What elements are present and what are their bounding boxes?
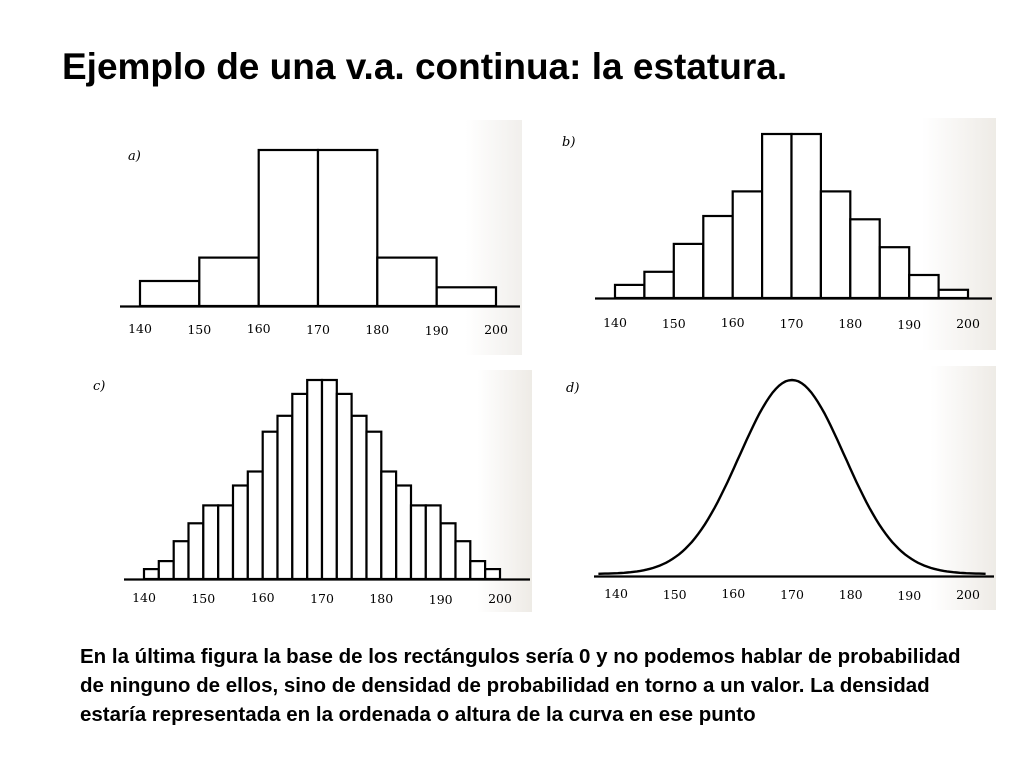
x-tick-label-d-160: 160 [721,586,746,601]
histogram-a-bar-2 [259,150,318,306]
histogram-panel-b [560,118,996,350]
x-tick-label-d-200: 200 [956,587,980,602]
histogram-c-bar-0 [144,569,159,579]
x-tick-label-a-140: 140 [128,321,152,336]
density-curve [598,380,985,574]
histogram-c-bar-21 [456,541,471,579]
histogram-c-bar-13 [337,394,352,579]
histogram-c-bar-22 [470,561,485,579]
histogram-c-bar-6 [233,486,248,580]
x-tick-label-a-200: 200 [484,322,508,337]
x-tick-label-a-160: 160 [246,321,271,336]
histogram-c-bar-4 [203,505,218,579]
x-tick-label-b-150: 150 [661,316,686,331]
histogram-b-bar-6 [792,134,821,298]
histogram-b-bar-4 [733,191,762,298]
x-tick-label-b-180: 180 [838,316,863,331]
x-tick-label-c-170: 170 [310,591,334,606]
histogram-c-bar-23 [485,569,500,579]
x-tick-label-b-190: 190 [897,317,922,332]
x-tick-label-b-200: 200 [956,316,980,331]
histogram-b-bar-1 [644,272,673,298]
x-tick-label-a-150: 150 [187,322,212,337]
histogram-c-bar-10 [292,394,307,579]
histogram-a-bar-3 [318,150,377,306]
histogram-c-bar-1 [159,561,174,579]
histogram-c-bar-7 [248,472,263,580]
histogram-a-svg [118,120,522,355]
panel-label-c: c) [93,379,106,394]
x-tick-label-c-180: 180 [369,591,394,606]
x-tick-label-a-180: 180 [365,322,390,337]
slide-title: Ejemplo de una v.a. continua: la estatura. [62,46,788,87]
histogram-a-bar-1 [199,258,258,306]
histogram-c-bar-14 [352,416,367,579]
x-tick-label-d-180: 180 [838,587,863,602]
x-tick-label-c-140: 140 [132,590,156,605]
x-tick-label-c-160: 160 [250,590,275,605]
histogram-a-bar-5 [437,287,496,306]
histogram-b-bar-10 [909,275,938,298]
histogram-b-bar-2 [674,244,703,298]
x-tick-label-c-200: 200 [488,591,512,606]
x-tick-label-a-190: 190 [424,323,449,338]
histogram-a-bar-4 [377,258,436,306]
histogram-c-bar-3 [189,523,204,579]
histogram-c-bar-15 [367,432,382,579]
histogram-b-bar-3 [703,216,732,298]
x-tick-label-d-150: 150 [662,587,687,602]
histogram-c-bar-8 [263,432,278,579]
density-panel-d [560,366,996,610]
x-tick-label-b-140: 140 [603,315,627,330]
histogram-b-bar-5 [762,134,791,298]
x-tick-label-d-190: 190 [897,588,922,603]
density-d-svg [560,366,996,610]
histogram-b-svg [560,118,996,350]
histogram-b-bar-7 [821,191,850,298]
histogram-c-bar-5 [218,505,233,579]
x-tick-label-d-140: 140 [604,586,628,601]
histogram-b-bar-8 [850,219,879,298]
histogram-b-bar-0 [615,285,644,298]
histogram-c-bar-20 [441,523,456,579]
x-tick-label-b-170: 170 [779,316,804,331]
histogram-b-bar-9 [880,247,909,298]
x-tick-label-c-190: 190 [428,592,453,607]
histogram-c-bar-19 [426,505,441,579]
x-tick-label-d-170: 170 [780,587,804,602]
histogram-c-bar-17 [396,486,411,580]
histogram-c-bar-2 [174,541,189,579]
histogram-c-bar-12 [322,380,337,579]
slide-caption: En la última figura la base de los rectángulos sería 0 y no podemos hablar de probabilidad de ninguno de ellos, sino de densidad de probabilidad en torno a un valor. La densidad estaría representada en la ordenada o altura de la curva en ese punto [80,645,961,726]
x-tick-label-c-150: 150 [191,591,216,606]
x-tick-label-a-170: 170 [306,322,330,337]
histogram-b-bar-11 [939,290,968,298]
histogram-a-bar-0 [140,281,199,306]
x-tick-label-b-160: 160 [720,315,745,330]
panel-label-a: a) [128,149,141,164]
histogram-panel-c [78,370,532,612]
histogram-c-bar-16 [381,472,396,580]
histogram-panel-a [118,120,522,355]
histogram-c-bar-18 [411,505,426,579]
histogram-c-bar-9 [278,416,293,579]
histogram-c-svg [78,370,532,612]
histogram-c-bar-11 [307,380,322,579]
panel-label-d: d) [566,381,580,396]
panel-label-b: b) [562,135,576,150]
